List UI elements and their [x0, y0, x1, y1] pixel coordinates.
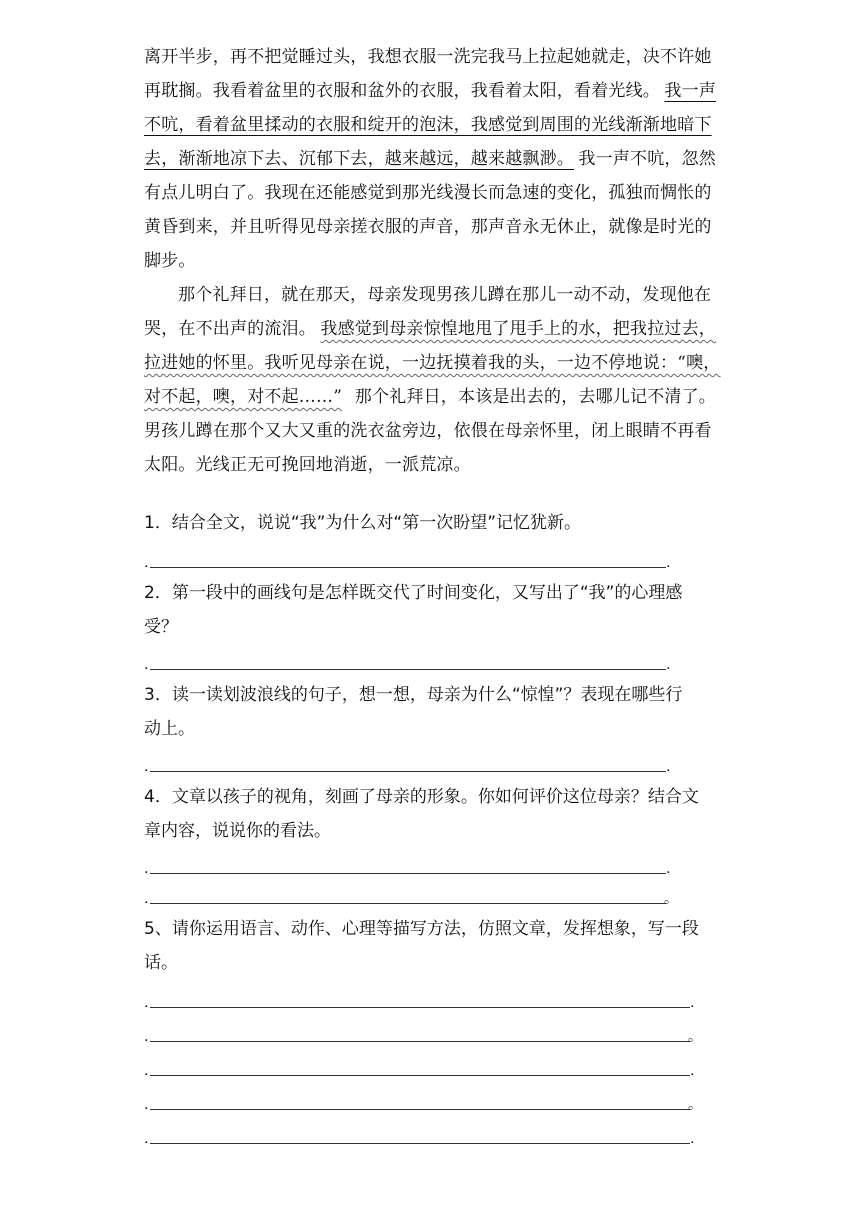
answer-rule [150, 771, 666, 772]
question-text: 2．第一段中的画线句是怎样既交代了时间变化，又写出了“我”的心理感 [144, 583, 683, 603]
answer-rule [150, 903, 666, 904]
answer-line-5b[interactable] [144, 1024, 704, 1044]
answer-rule [150, 1109, 690, 1110]
passage-text: 我一声不吭，忽然 [578, 149, 716, 169]
passage-text: 离开半步，再不把觉睡过头，我想衣服一洗完我马上拉起她就走，决不许她 [144, 47, 712, 67]
passage-line [144, 278, 716, 312]
answer-dot: . [666, 555, 671, 571]
answer-dot: . [144, 1097, 149, 1113]
question-text: 章内容，说说你的看法。 [144, 821, 331, 841]
answer-dot: . [144, 555, 149, 571]
answer-dot: . [144, 995, 149, 1011]
answer-line-3[interactable] [144, 754, 674, 774]
answer-dot: . [144, 1063, 149, 1079]
answer-line-4a[interactable] [144, 856, 674, 876]
question-text: 动上。 [144, 719, 195, 739]
answer-line-5c[interactable] [144, 1058, 704, 1078]
passage-text: 那个礼拜日，就在那天，母亲发现男孩儿蹲在那儿一动不动，发现他在 [178, 285, 712, 305]
answer-dot: . [666, 861, 671, 877]
answer-rule [150, 669, 666, 670]
question-text: 3．读一读划波浪线的句子，想一想，母亲为什么“惊惶”？表现在哪些行 [144, 685, 683, 705]
passage-text: 太阳。光线正无可挽回地消逝，一派荒凉。 [144, 455, 471, 475]
passage-line [144, 108, 716, 142]
answer-dot: . [144, 861, 149, 877]
passage-line [144, 176, 716, 210]
answer-dot: . [690, 1131, 695, 1147]
answer-dot: . [666, 657, 671, 673]
passage-line [144, 312, 716, 346]
passage-text: 有点儿明白了。我现在还能感觉到那光线漫长而急速的变化，孤独而惆怅的 [144, 183, 712, 203]
question-5 [144, 912, 724, 980]
answer-dot: . [690, 995, 695, 1011]
passage-line [144, 448, 716, 482]
answer-period: 。 [688, 1097, 702, 1113]
passage-line [144, 210, 716, 244]
answer-period: 。 [688, 1029, 702, 1045]
question-text: 5、请你运用语言、动作、心理等描写方法，仿照文章，发挥想象，写一段 [144, 919, 699, 939]
wavy-underlined-sentence: 我感觉到母亲惊惶地甩了甩手上的水，把我拉过去， [320, 319, 716, 339]
passage-line [144, 244, 716, 278]
passage-line [144, 414, 716, 448]
answer-line-2[interactable] [144, 652, 674, 672]
answer-dot: . [144, 891, 149, 907]
underlined-sentence: 我一声 [664, 81, 716, 101]
answer-rule [150, 1075, 690, 1076]
wavy-underlined-sentence: 对不起，噢，对不起……” [144, 387, 343, 407]
question-3 [144, 678, 724, 746]
passage-line [144, 74, 716, 108]
answer-line-5d[interactable] [144, 1092, 704, 1112]
answer-rule [150, 1007, 690, 1008]
answer-dot: . [666, 759, 671, 775]
answer-line-1[interactable] [144, 550, 674, 570]
answer-rule [150, 873, 666, 874]
passage-text: 男孩儿蹲在那个又大又重的洗衣盆旁边，依偎在母亲怀里，闭上眼睛不再看 [144, 421, 712, 441]
underlined-sentence: 去，渐渐地凉下去、沉郁下去，越来越远，越来越飘渺。 [144, 149, 574, 169]
question-text: 1．结合全文，说说“我”为什么对“第一次盼望”记忆犹新。 [144, 513, 582, 533]
passage-text: 再耽搁。我看着盆里的衣服和盆外的衣服，我看着太阳，看着光线。 [144, 81, 660, 101]
reading-passage [144, 40, 721, 482]
question-text: 4．文章以孩子的视角，刻画了母亲的形象。你如何评价这位母亲？结合文 [144, 787, 699, 807]
answer-dot: . [144, 759, 149, 775]
answer-dot: . [144, 657, 149, 673]
underlined-sentence: 不吭，看着盆里揉动的衣服和绽开的泡沫，我感觉到周围的光线渐渐地暗下 [144, 115, 712, 135]
passage-line [144, 346, 721, 380]
answer-line-4b[interactable] [144, 886, 684, 906]
passage-line [144, 40, 716, 74]
question-text: 话。 [144, 953, 178, 973]
question-1 [144, 506, 724, 540]
answer-dot: . [144, 1029, 149, 1045]
answer-dot: . [690, 1063, 695, 1079]
question-4 [144, 780, 724, 848]
answer-line-5e[interactable] [144, 1126, 704, 1146]
answer-period: 。 [664, 891, 678, 907]
passage-text: 脚步。 [144, 251, 196, 271]
passage-text: 那个礼拜日，本该是出去的，去哪儿记不清了。 [354, 387, 716, 407]
answer-rule [150, 567, 666, 568]
passage-text: 黄昏到来，并且听得见母亲搓衣服的声音，那声音永无休止，就像是时光的 [144, 217, 712, 237]
question-2 [144, 576, 724, 644]
answer-rule [150, 1143, 690, 1144]
passage-line [144, 380, 716, 414]
answer-dot: . [144, 1131, 149, 1147]
answer-rule [150, 1041, 690, 1042]
question-text: 受？ [144, 617, 178, 637]
passage-text: 哭，在不出声的流泪。 [144, 319, 316, 339]
answer-line-5a[interactable] [144, 990, 704, 1010]
passage-line [144, 142, 716, 176]
wavy-underlined-sentence: 拉进她的怀里。我听见母亲在说，一边抚摸着我的头，一边不停地说：“噢， [144, 353, 721, 373]
